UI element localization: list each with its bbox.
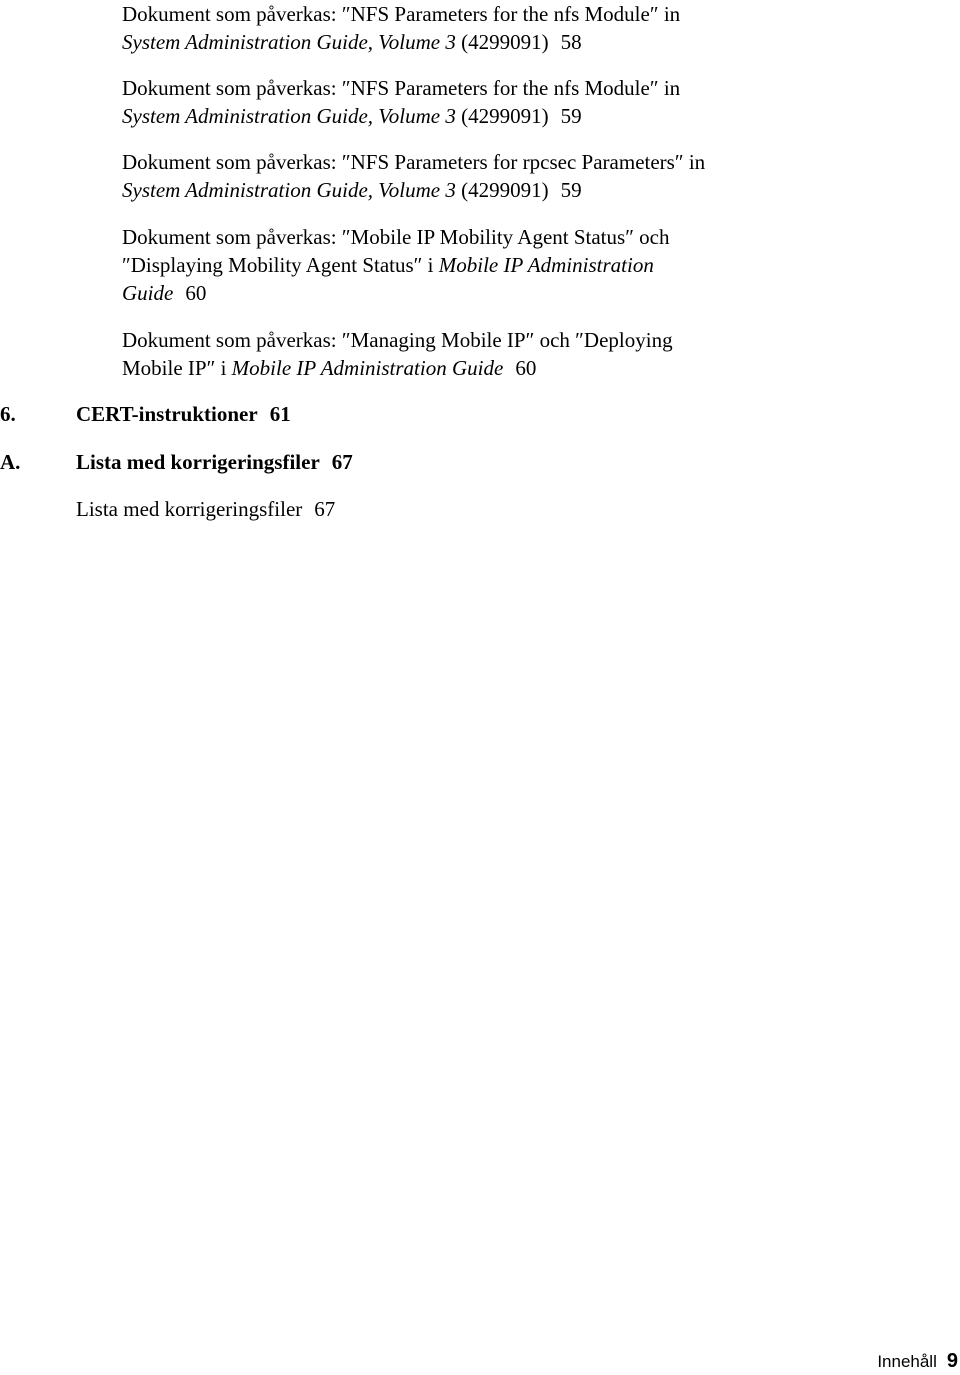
- toc-entry-line: [122, 354, 922, 382]
- document-title: System Administration Guide, Volume 3: [122, 178, 456, 202]
- toc-entry-line: [122, 176, 922, 204]
- toc-entry-line: [122, 102, 922, 130]
- document-number: (4299091): [455, 178, 549, 202]
- document-title: Mobile IP Administration Guide: [231, 356, 504, 380]
- entry-text: Mobile IP″ i: [122, 356, 232, 380]
- document-title: Mobile IP Administration: [438, 253, 654, 277]
- toc-entry-line: [122, 251, 922, 279]
- sub-entry-title: Lista med korrigeringsfiler: [76, 497, 303, 521]
- toc-entry-line: Dokument som påverkas: ″NFS Parameters for rpcsec Parameters″ in: [122, 150, 706, 174]
- page-number: 67: [314, 497, 336, 521]
- toc-entry-line: [122, 279, 922, 307]
- page-number: 60: [185, 281, 207, 305]
- toc-chapter-appendix-a: [0, 448, 353, 476]
- document-title: System Administration Guide, Volume 3: [122, 104, 456, 128]
- chapter-number: 6.: [0, 402, 16, 426]
- toc-entry-rpcsec-59: [122, 148, 922, 204]
- page-number: 60: [515, 356, 537, 380]
- page-number: 67: [331, 450, 353, 474]
- page-footer: [877, 1350, 958, 1373]
- entry-text: ″Displaying Mobility Agent Status″ i: [122, 253, 439, 277]
- footer-label: Innehåll: [877, 1352, 937, 1371]
- toc-entry-managing-mobile-ip-60: [122, 326, 922, 382]
- footer-page-number: 9: [946, 1350, 958, 1372]
- toc-entry-line: Dokument som påverkas: ″Mobile IP Mobility Agent Status″ och: [122, 225, 670, 249]
- chapter-number: A.: [0, 450, 21, 474]
- toc-entry-line: Dokument som påverkas: ″NFS Parameters for the nfs Module″ in: [122, 76, 681, 100]
- document-number: (4299091): [455, 30, 549, 54]
- page-number: 59: [560, 104, 582, 128]
- document-title: Guide: [122, 281, 174, 305]
- page-number: 61: [269, 402, 291, 426]
- toc-entry-line: Dokument som påverkas: ″NFS Parameters for the nfs Module″ in: [122, 2, 681, 26]
- toc-entry-mobile-ip-status-60: [122, 223, 922, 307]
- toc-chapter-cert: [0, 400, 291, 428]
- document-number: (4299091): [455, 104, 549, 128]
- page-number: 58: [560, 30, 582, 54]
- chapter-title: Lista med korrigeringsfiler: [76, 450, 320, 474]
- chapter-title: CERT-instruktioner: [76, 402, 258, 426]
- toc-entry-nfs-module-58: [122, 0, 922, 56]
- toc-sub-entry: [76, 495, 335, 523]
- toc-entry-line: Dokument som påverkas: ″Managing Mobile IP″ och ″Deploying: [122, 328, 673, 352]
- toc-entry-line: [122, 28, 922, 56]
- page-number: 59: [560, 178, 582, 202]
- toc-entry-nfs-module-59: [122, 74, 922, 130]
- document-title: System Administration Guide, Volume 3: [122, 30, 456, 54]
